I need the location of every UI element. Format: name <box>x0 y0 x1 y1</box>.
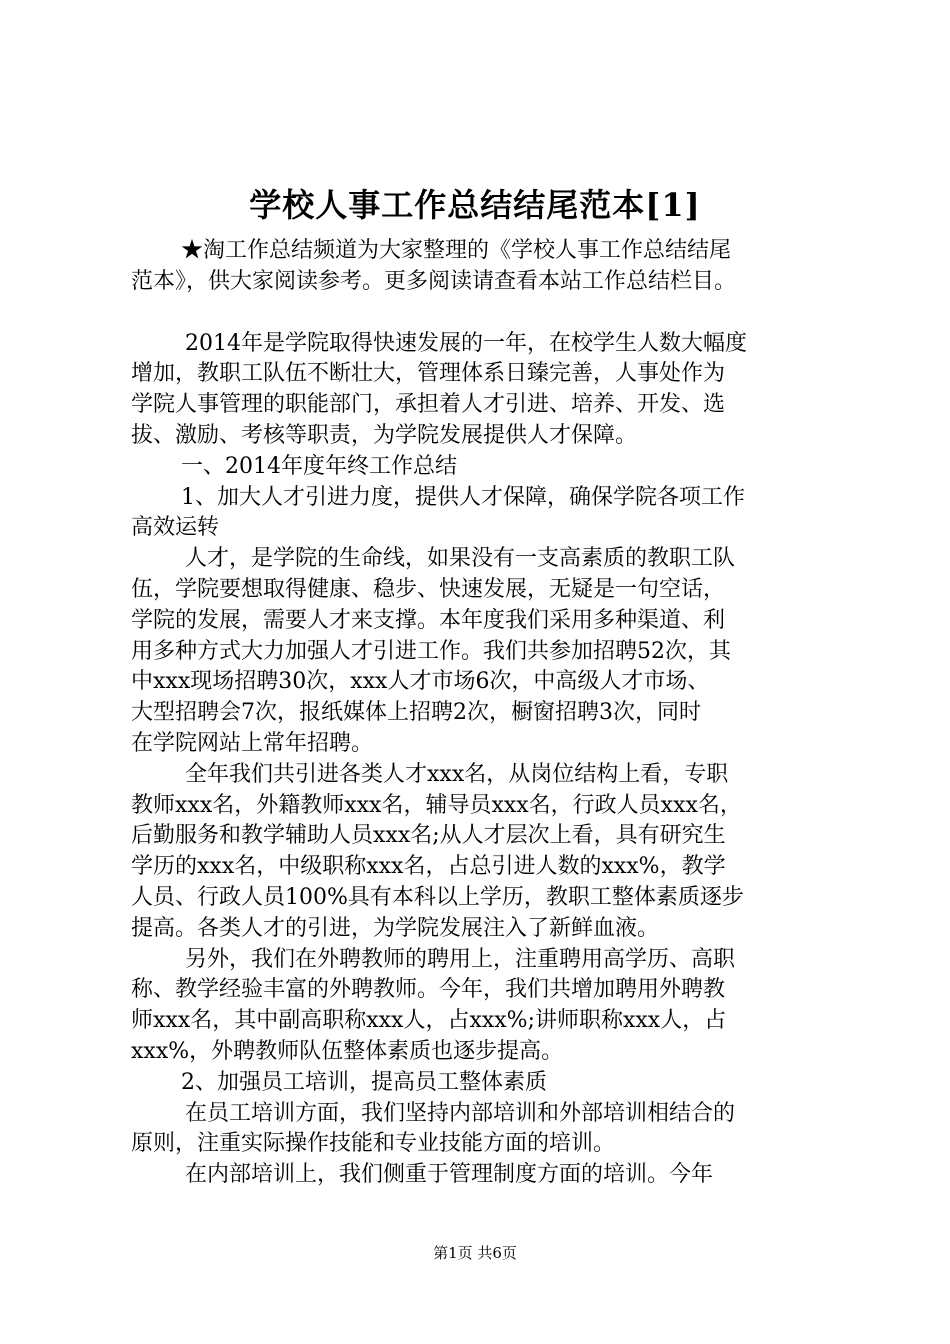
paragraph-5-line-1: 在员工培训方面，我们坚持内部培训和外部培训相结合的 <box>185 1100 736 1126</box>
paragraph-2-line-5: 中xxx现场招聘30次，xxx人才市场6次，中高级人才市场、 <box>131 669 710 695</box>
paragraph-3-line-2: 教师xxx名，外籍教师xxx名，辅导员xxx名，行政人员xxx名， <box>131 792 742 818</box>
document-title: 学校人事工作总结结尾范本[1] <box>249 186 701 224</box>
paragraph-1-line-4: 拔、激励、考核等职责，为学院发展提供人才保障。 <box>131 422 638 448</box>
paragraph-3-line-5: 人员、行政人员100%具有本科以上学历，教职工整体素质逐步 <box>131 884 744 910</box>
paragraph-3-line-4: 学历的xxx名，中级职称xxx名，占总引进人数的xxx%，教学 <box>131 854 726 880</box>
paragraph-1-line-2: 增加，教职工队伍不断壮大，管理体系日臻完善，人事处作为 <box>131 361 726 387</box>
document-body <box>131 236 831 1191</box>
paragraph-3-line-3: 后勤服务和教学辅助人员xxx名;从人才层次上看，具有研究生 <box>131 823 726 849</box>
paragraph-3-line-6: 提高。各类人才的引进，为学院发展注入了新鲜血液。 <box>131 915 660 941</box>
section-heading-1: 一、2014年度年终工作总结 <box>181 453 457 479</box>
subsection-heading-1-line-1: 1、加大人才引进力度，提供人才保障，确保学院各项工作 <box>181 484 745 510</box>
paragraph-1-line-3: 学院人事管理的职能部门，承担着人才引进、培养、开发、选 <box>131 392 726 418</box>
paragraph-2-line-6: 大型招聘会7次，报纸媒体上招聘2次，橱窗招聘3次，同时 <box>131 700 701 726</box>
paragraph-6-line-1: 在内部培训上，我们侧重于管理制度方面的培训。今年 <box>185 1162 714 1188</box>
intro-line-1: ★淘工作总结频道为大家整理的《学校人事工作总结结尾 <box>181 238 732 263</box>
intro-line-2: 范本》，供大家阅读参考。更多阅读请查看本站工作总结栏目。 <box>131 268 737 294</box>
paragraph-2-line-4: 用多种方式大力加强人才引进工作。我们共参加招聘52次，其 <box>131 638 731 664</box>
paragraph-4-line-1: 另外，我们在外聘教师的聘用上，注重聘用高学历、高职 <box>185 946 736 972</box>
subsection-heading-2: 2、加强员工培训，提高员工整体素质 <box>181 1069 547 1095</box>
page-footer: 第1页 共6页 <box>433 1244 517 1262</box>
paragraph-3-line-1: 全年我们共引进各类人才xxx名，从岗位结构上看，专职 <box>185 761 729 787</box>
paragraph-gap <box>131 298 831 329</box>
paragraph-4-line-4: xxx%，外聘教师队伍整体素质也逐步提高。 <box>131 1038 564 1064</box>
paragraph-2-line-2: 伍，学院要想取得健康、稳步、快速发展，无疑是一句空话， <box>131 576 726 602</box>
paragraph-4-line-3: 师xxx名，其中副高职称xxx人，占xxx%;讲师职称xxx人，占 <box>131 1008 727 1034</box>
paragraph-4-line-2: 称、教学经验丰富的外聘教师。今年，我们共增加聘用外聘教 <box>131 977 726 1003</box>
subsection-heading-1-line-2: 高效运转 <box>131 515 220 541</box>
paragraph-5-line-2: 原则，注重实际操作技能和专业技能方面的培训。 <box>131 1131 616 1157</box>
paragraph-1-line-1: 2014年是学院取得快速发展的一年，在校学生人数大幅度 <box>185 330 747 356</box>
paragraph-2-line-7: 在学院网站上常年招聘。 <box>131 730 374 756</box>
paragraph-2-line-3: 学院的发展，需要人才来支撑。本年度我们采用多种渠道、利 <box>131 607 726 633</box>
paragraph-2-line-1: 人才，是学院的生命线，如果没有一支高素质的教职工队 <box>185 546 736 572</box>
